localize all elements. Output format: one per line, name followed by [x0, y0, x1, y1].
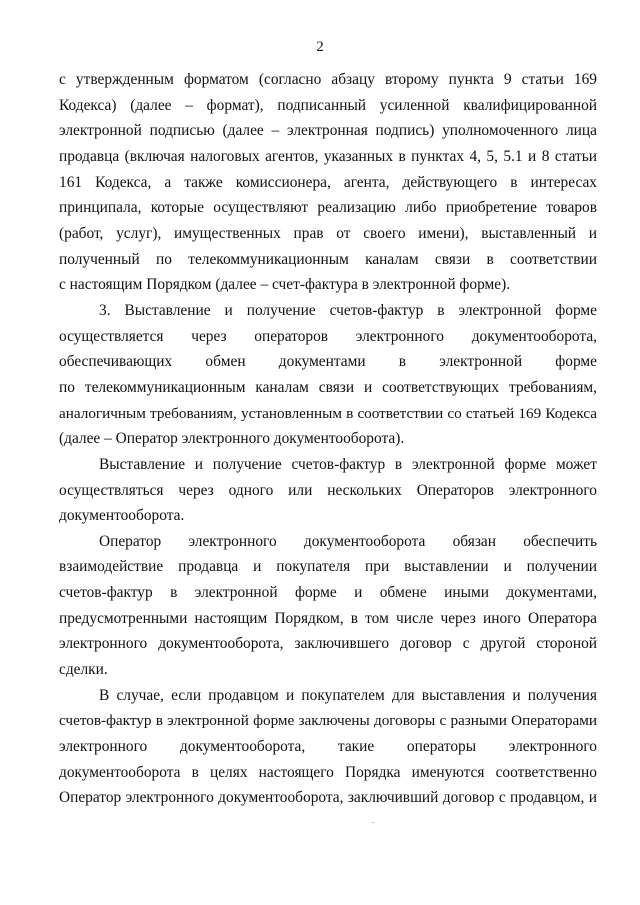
paragraph-operator-obligation — [59, 529, 597, 683]
page-number: 2 — [316, 39, 324, 55]
text-line: документооборота в целях настоящего Порядка именуются соответственно — [59, 763, 597, 781]
text-line: В случае, если продавцом и покупателем для выставления и получения — [99, 686, 597, 704]
text-line: электронной подписью (далее – электронная подпись) уполномоченного лица — [59, 122, 597, 140]
scan-speck — [372, 822, 374, 823]
text-line: электронного документооборота, заключившего договор с другой стороной — [59, 635, 597, 653]
text-line: осуществляться через одного или нескольких Операторов электронного — [59, 481, 597, 499]
text-line: с утвержденным форматом (согласно абзацу второму пункта 9 статьи 169 — [59, 71, 597, 88]
text-line: 161 Кодекса, а также комиссионера, агента, действующего в интересах — [59, 173, 597, 191]
text-line: (далее – Оператор электронного документооборота). — [59, 430, 405, 448]
text-line: счетов-фактур в электронной форме и обмене иными документами, — [59, 584, 597, 602]
text-line: Оператор электронного документооборота обязан обеспечить — [99, 532, 597, 550]
paragraph-item-3 — [59, 298, 597, 452]
text-line: (работ, услуг), имущественных прав от своего имени), выставленный и — [59, 224, 597, 242]
text-line: полученный по телекоммуникационным каналам связи в соответствии — [59, 250, 597, 268]
text-line: с настоящим Порядком (далее – счет-фактура в электронной форме). — [59, 276, 511, 294]
paragraph-different-operators — [59, 683, 597, 811]
text-line: Кодекса) (далее – формат), подписанный усиленной квалифицированной — [59, 96, 597, 114]
text-line: осуществляется через операторов электронного документооборота, — [59, 327, 597, 345]
text-line: обеспечивающих обмен документами в электронной форме — [59, 353, 597, 371]
text-line: электронного документооборота, такие операторы электронного — [59, 738, 597, 756]
text-line: Оператор электронного документооборота, заключивший договор с продавцом, и — [59, 789, 597, 807]
text-line: документооборота. — [59, 507, 185, 525]
paragraph-format-definition — [59, 67, 597, 298]
text-line: 3. Выставление и получение счетов-фактур в электронной форме — [99, 301, 597, 319]
text-line: продавца (включая налоговых агентов, указанных в пунктах 4, 5, 5.1 и 8 статьи — [59, 147, 597, 165]
text-line: взаимодействие продавца и покупателя при выставлении и получении — [59, 558, 597, 576]
text-line: счетов-фактур в электронной форме заключены договоры с разными Операторами — [59, 712, 597, 730]
text-line: принципала, которые осуществляют реализацию либо приобретение товаров — [59, 199, 597, 217]
text-line: предусмотренными настоящим Порядком, в том числе через иного Оператора — [59, 609, 597, 627]
text-line: по телекоммуникационным каналам связи и соответствующих требованиям, — [59, 378, 597, 396]
document-body — [59, 67, 597, 811]
text-line: Выставление и получение счетов-фактур в электронной форме может — [99, 455, 597, 473]
paragraph-multiple-operators — [59, 452, 597, 529]
text-line: сделки. — [59, 661, 108, 679]
text-line: аналогичным требованиям, установленным в соответствии со статьей 169 Кодекса — [59, 404, 597, 422]
